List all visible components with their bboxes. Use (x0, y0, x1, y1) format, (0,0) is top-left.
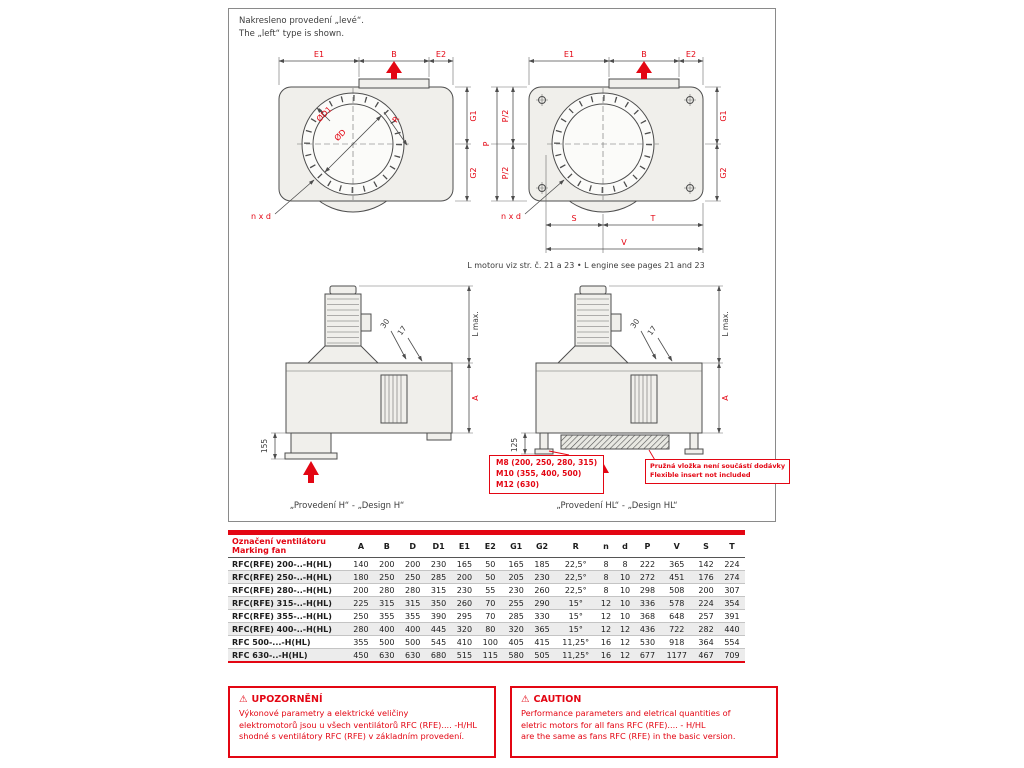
dim-label-v: V (621, 238, 627, 247)
outlet-flange (359, 79, 429, 88)
dimension-value: 80 (477, 623, 503, 636)
dimension-value: 12 (616, 623, 635, 636)
table-row (228, 584, 745, 597)
air-direction-arrow (303, 461, 319, 483)
dim-label-d: ØD (332, 127, 348, 143)
column-header-g1: G1 (503, 533, 529, 558)
dimension-value: 12 (596, 623, 615, 636)
bolt-size-m8: M8 (200, 250, 280, 315) (496, 458, 598, 467)
warning-icon: ⚠ (521, 694, 530, 705)
warning-title-czech (239, 693, 485, 706)
dimension-value: 8 (596, 584, 615, 597)
column-header-v: V (660, 533, 693, 558)
dimension-value: 630 (374, 649, 400, 663)
dimension-value: 22,5° (555, 558, 596, 571)
dimension-value: 205 (503, 571, 529, 584)
dimension-value: 355 (374, 610, 400, 623)
dimension-value: 15° (555, 623, 596, 636)
leader-17 (408, 338, 422, 361)
motor-body (325, 294, 361, 346)
dimension-value: 10 (616, 610, 635, 623)
extension-lines-right (455, 87, 471, 201)
dimension-value: 274 (719, 571, 745, 584)
dim-label-g1: G1 (719, 110, 728, 122)
dimension-value: 12 (596, 597, 615, 610)
dimension-value: 578 (660, 597, 693, 610)
dimension-value: 230 (529, 571, 555, 584)
dimension-value: 630 (400, 649, 426, 663)
dimension-value: 260 (529, 584, 555, 597)
warning-line: elektromotorů jsou u všech ventilátorů RFC (RFE).... -H/HL (239, 719, 477, 730)
dim-label-lmax: L max. (471, 311, 480, 337)
dim-label-g2: G2 (469, 167, 478, 179)
column-header-p: P (635, 533, 661, 558)
dim-label-17: 17 (395, 324, 409, 338)
dimension-value: 250 (374, 571, 400, 584)
dimension-value: 15° (555, 597, 596, 610)
dim-label-r: R (390, 114, 402, 125)
dimension-value: 225 (348, 597, 374, 610)
warning-line: eletric motors for all fans RFC (RFE).... - H/HL (521, 719, 706, 730)
dimension-table-header-row (228, 533, 745, 558)
outlet-duct-flange (285, 453, 337, 459)
dimension-value: 142 (693, 558, 719, 571)
dimension-value: 315 (374, 597, 400, 610)
dim-label-lmax: L max. (721, 311, 730, 337)
dimension-value: 224 (719, 558, 745, 571)
dimension-value: 530 (635, 636, 661, 649)
warning-title-text: UPOZORNĚNÍ (251, 694, 323, 705)
flexible-insert-note-cz: Pružná vložka není součástí dodávky (650, 462, 786, 470)
support-foot (427, 433, 451, 440)
dimension-value: 355 (348, 636, 374, 649)
side-view-design-hl (510, 286, 730, 481)
dimension-value: 11,25° (555, 636, 596, 649)
dimension-value: 224 (693, 597, 719, 610)
terminal-box (361, 314, 371, 331)
dimension-value: 330 (529, 610, 555, 623)
warning-box-english (510, 686, 778, 758)
dimension-value: 12 (596, 610, 615, 623)
dimension-value: 230 (452, 584, 478, 597)
support-leg (540, 433, 548, 449)
motor-cap (330, 286, 356, 294)
dimension-value: 200 (452, 571, 478, 584)
flexible-insert-note-en: Flexible insert not included (650, 471, 751, 480)
extension-lines-left (491, 87, 527, 201)
extension-lines-right (705, 87, 721, 201)
dimension-value: 450 (348, 649, 374, 663)
dim-label-30: 30 (628, 317, 642, 331)
dimension-value: 55 (477, 584, 503, 597)
dimension-value: 355 (400, 610, 426, 623)
outlet-duct (291, 433, 331, 453)
dimension-value: 50 (477, 558, 503, 571)
dimension-value: 200 (348, 584, 374, 597)
dimension-value: 282 (693, 623, 719, 636)
dimension-value: 70 (477, 610, 503, 623)
dimension-value: 10 (616, 584, 635, 597)
dimension-value: 12 (616, 636, 635, 649)
dimension-value: 405 (503, 636, 529, 649)
dimension-value: 545 (426, 636, 452, 649)
warning-line: are the same as fans RFC (RFE) in the basic version. (521, 731, 736, 742)
dimension-value: 648 (660, 610, 693, 623)
dimension-value: 70 (477, 597, 503, 610)
dimension-value: 680 (426, 649, 452, 663)
dimension-value: 1177 (660, 649, 693, 663)
dimension-value: 15° (555, 610, 596, 623)
table-title-cz: Označení ventilátoru (232, 536, 326, 546)
dimension-value: 320 (503, 623, 529, 636)
air-direction-arrow (636, 61, 652, 79)
motor-adapter (558, 346, 628, 363)
dimension-value: 272 (635, 571, 661, 584)
dimension-table (228, 530, 745, 663)
dimension-value: 285 (503, 610, 529, 623)
dimension-value: 100 (477, 636, 503, 649)
dimension-value: 165 (503, 558, 529, 571)
dimension-value: 8 (596, 571, 615, 584)
table-row (228, 571, 745, 584)
dim-label-b: B (641, 50, 647, 59)
warning-box-czech (228, 686, 496, 758)
fan-model-label: RFC(RFE) 200-..-H(HL) (228, 558, 348, 571)
design-h-caption: „Provedení H“ - „Design H“ (289, 501, 405, 511)
flexible-insert-note (645, 459, 790, 484)
dimension-value: 8 (596, 558, 615, 571)
motor-cap (580, 286, 606, 294)
dimension-value: 250 (400, 571, 426, 584)
dimension-value: 115 (477, 649, 503, 663)
dimension-value: 315 (426, 584, 452, 597)
column-header-d1: D1 (426, 533, 452, 558)
dim-label-g2: G2 (719, 167, 728, 179)
dimension-value: 257 (693, 610, 719, 623)
dimension-value: 722 (660, 623, 693, 636)
column-header-n: n (596, 533, 615, 558)
orientation-note (239, 15, 364, 41)
dimension-value: 354 (719, 597, 745, 610)
column-header-d: D (400, 533, 426, 558)
fan-model-label: RFC(RFE) 315-..-H(HL) (228, 597, 348, 610)
dimension-value: 222 (635, 558, 661, 571)
dimension-value: 445 (426, 623, 452, 636)
dim-label-p: P (482, 141, 491, 147)
dimension-value: 10 (616, 597, 635, 610)
dimension-value: 298 (635, 584, 661, 597)
column-header-s: S (693, 533, 719, 558)
dimension-value: 140 (348, 558, 374, 571)
air-direction-arrow (386, 61, 402, 79)
dimension-value: 200 (693, 584, 719, 597)
fan-model-label: RFC(RFE) 355-..-H(HL) (228, 610, 348, 623)
dim-label-125: 125 (510, 437, 519, 453)
dimension-value: 50 (477, 571, 503, 584)
dimension-value: 500 (374, 636, 400, 649)
fan-model-label: RFC 500-...-H(HL) (228, 636, 348, 649)
dim-label-nxd: n x d (251, 212, 271, 221)
side-view-design-h (260, 286, 480, 483)
dimension-value: 22,5° (555, 584, 596, 597)
dim-label-e1: E1 (563, 50, 575, 59)
dimension-value: 200 (400, 558, 426, 571)
fan-casing (536, 363, 702, 433)
orientation-note-en: The „left“ type is shown. (239, 28, 345, 39)
dimension-value: 368 (635, 610, 661, 623)
dim-label-p2a: P/2 (501, 109, 510, 123)
dimension-value: 365 (660, 558, 693, 571)
dimension-value: 255 (503, 597, 529, 610)
dimension-value: 260 (452, 597, 478, 610)
dim-label-155: 155 (260, 438, 269, 454)
dimension-value: 436 (635, 623, 661, 636)
dim-label-a: A (721, 395, 730, 401)
warning-line: Výkonové parametry a elektrické veličiny (239, 708, 409, 719)
dimension-value: 315 (400, 597, 426, 610)
warning-icon: ⚠ (239, 694, 248, 705)
dimension-value: 515 (452, 649, 478, 663)
technical-drawing-panel (228, 8, 786, 522)
dim-label-30: 30 (378, 317, 392, 331)
top-view-left (251, 50, 478, 221)
dimension-value: 391 (719, 610, 745, 623)
dimension-value: 467 (693, 649, 719, 663)
dimension-value: 10 (616, 571, 635, 584)
dimension-value: 12 (616, 649, 635, 663)
column-header-e1: E1 (452, 533, 478, 558)
support-leg (690, 433, 698, 449)
warning-title-english (521, 693, 767, 706)
dimension-value: 677 (635, 649, 661, 663)
dim-label-e2: E2 (685, 50, 697, 59)
dim-label-g1: G1 (469, 110, 478, 122)
dimension-value: 410 (452, 636, 478, 649)
dim-label-s: S (571, 214, 577, 223)
fan-casing (286, 363, 452, 433)
dim-label-b: B (391, 50, 397, 59)
dimension-value: 280 (348, 623, 374, 636)
dimension-value: 364 (693, 636, 719, 649)
fan-model-label: RFC(RFE) 280-..-H(HL) (228, 584, 348, 597)
dim-label-nxd: n x d (501, 212, 521, 221)
table-row (228, 649, 745, 663)
fan-model-label: RFC(RFE) 250-..-H(HL) (228, 571, 348, 584)
dim-label-t: T (650, 214, 656, 223)
dimension-value: 280 (400, 584, 426, 597)
top-view-right (482, 50, 728, 253)
dimension-value: 185 (529, 558, 555, 571)
dimension-value: 554 (719, 636, 745, 649)
foot-plate (685, 449, 703, 454)
dimension-value: 336 (635, 597, 661, 610)
dimension-value: 451 (660, 571, 693, 584)
dim-label-d1: ØD1 (314, 104, 334, 124)
table-row (228, 636, 745, 649)
dimension-value: 390 (426, 610, 452, 623)
flexible-insert (561, 435, 669, 449)
dimension-value: 580 (503, 649, 529, 663)
dim-label-p2b: P/2 (501, 166, 510, 180)
dim-label-17: 17 (645, 324, 659, 338)
dim-label-e2: E2 (435, 50, 447, 59)
bolt-size-m10: M10 (355, 400, 500) (496, 468, 582, 478)
dimension-value: 500 (400, 636, 426, 649)
dimension-value: 350 (426, 597, 452, 610)
motor-body (575, 294, 611, 346)
dimension-value: 16 (596, 636, 615, 649)
engine-length-note: L motoru viz str. č. 21 a 23 • L engine see pages 21 and 23 (467, 261, 705, 270)
dimension-value: 165 (452, 558, 478, 571)
motor-adapter (308, 346, 378, 363)
dim-label-a: A (471, 395, 480, 401)
fan-model-label: RFC(RFE) 400-..-H(HL) (228, 623, 348, 636)
dim-label-e1: E1 (313, 50, 325, 59)
dimension-value: 307 (719, 584, 745, 597)
dimension-value: 505 (529, 649, 555, 663)
design-hl-caption: „Provedení HL“ - „Design HL“ (556, 501, 678, 511)
column-header-b: B (374, 533, 400, 558)
dimension-value: 8 (616, 558, 635, 571)
column-header-e2: E2 (477, 533, 503, 558)
dimension-value: 200 (374, 558, 400, 571)
dimension-value: 280 (374, 584, 400, 597)
dimension-value: 230 (426, 558, 452, 571)
dimension-value: 440 (719, 623, 745, 636)
column-header-t: T (719, 533, 745, 558)
dimension-value: 918 (660, 636, 693, 649)
dimension-value: 230 (503, 584, 529, 597)
table-row (228, 597, 745, 610)
dimension-value: 365 (529, 623, 555, 636)
dimension-value: 415 (529, 636, 555, 649)
table-title (228, 533, 348, 558)
column-header-g2: G2 (529, 533, 555, 558)
dimension-value: 16 (596, 649, 615, 663)
warning-line: shodné s ventilátory RFC (RFE) v základním provedení. (239, 731, 465, 742)
dimension-value: 250 (348, 610, 374, 623)
dimension-value: 295 (452, 610, 478, 623)
warning-line: Performance parameters and eletrical quantities of (521, 708, 731, 719)
table-title-en: Marking fan (232, 546, 287, 556)
dimension-value: 285 (426, 571, 452, 584)
fan-model-label: RFC 630-..-H(HL) (228, 649, 348, 663)
bolt-size-note (489, 455, 604, 494)
dimension-value: 320 (452, 623, 478, 636)
warning-title-text: CAUTION (533, 694, 582, 705)
column-header-d: d (616, 533, 635, 558)
dimension-table-body (228, 558, 745, 663)
leader-17 (658, 338, 672, 361)
dimension-value: 709 (719, 649, 745, 663)
table-row (228, 558, 745, 571)
orientation-note-cz: Nakresleno provedení „levé“. (239, 16, 364, 26)
terminal-box (611, 314, 621, 331)
dimension-value: 22,5° (555, 571, 596, 584)
table-row (228, 623, 745, 636)
dimension-value: 400 (374, 623, 400, 636)
bolt-size-m12: M12 (630) (496, 479, 540, 489)
column-header-r: R (555, 533, 596, 558)
outlet-flange (609, 79, 679, 88)
dimension-value: 11,25° (555, 649, 596, 663)
dimension-value: 176 (693, 571, 719, 584)
dimension-value: 290 (529, 597, 555, 610)
dimension-value: 400 (400, 623, 426, 636)
dimension-value: 180 (348, 571, 374, 584)
table-row (228, 610, 745, 623)
dimension-value: 508 (660, 584, 693, 597)
column-header-a: A (348, 533, 374, 558)
